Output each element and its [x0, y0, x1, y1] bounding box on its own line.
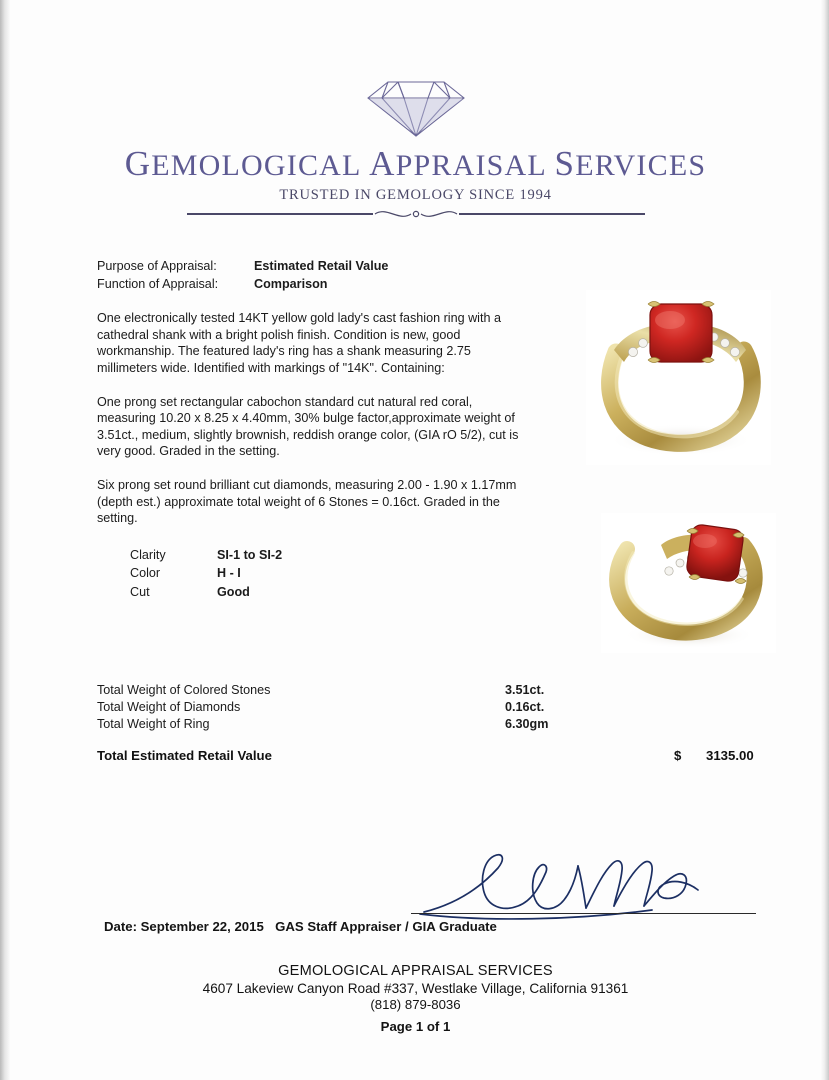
- header-fields: [97, 258, 757, 292]
- total-ring-weight-value: 6.30gm: [505, 717, 549, 731]
- divider-right: [459, 213, 645, 215]
- flourish-icon: [373, 208, 459, 220]
- signature-line: [411, 913, 756, 914]
- footer-page-number: Page 1 of 1: [380, 1019, 451, 1034]
- total-diamonds-label: Total Weight of Diamonds: [97, 700, 241, 714]
- signature-icon: [406, 848, 766, 922]
- color-value: H - I: [217, 566, 241, 581]
- clarity-value: SI-1 to SI-2: [217, 547, 283, 562]
- ring-photo-angled: [586, 290, 771, 465]
- purpose-label: Purpose of Appraisal:: [97, 259, 217, 273]
- total-diamonds-value: 0.16ct.: [505, 700, 545, 714]
- letterhead-divider: [187, 208, 645, 220]
- total-colored-stones-label: Total Weight of Colored Stones: [97, 683, 271, 697]
- cut-value: Good: [217, 584, 250, 599]
- document-footer: [11, 963, 820, 1034]
- footer-phone: (818) 879-8036: [370, 997, 461, 1012]
- company-tagline: TRUSTED IN GEMOLOGY SINCE 1994: [279, 187, 552, 203]
- appraisal-date: Date: September 22, 2015: [104, 919, 264, 934]
- diamond-icon: [360, 78, 472, 140]
- description-paragraph-3: Six prong set round brilliant cut diamonds, measuring 2.00 - 1.90 x 1.17mm (depth est.) approximate total weight of 6 Stones = 0.16ct. Graded in the setting.: [97, 477, 517, 526]
- letterhead: [11, 78, 820, 220]
- color-label: Color: [130, 566, 161, 581]
- total-colored-stones-row: [97, 682, 757, 699]
- total-colored-stones-value: 3.51ct.: [505, 683, 545, 697]
- clarity-label: Clarity: [130, 547, 166, 562]
- grand-total-label: Total Estimated Retail Value: [97, 748, 272, 763]
- footer-company: GEMOLOGICAL APPRAISAL SERVICES: [278, 963, 553, 979]
- description-paragraph-2: One prong set rectangular cabochon standard cut natural red coral, measuring 10.20 x 8.25 x 4.40mm, 30% bulge factor,approximate weight of 3.51ct., medium, slightly brownish, reddish orange color, (GIA rO 5/2), cut is very good. Graded in the setting.: [97, 394, 519, 459]
- grand-total-row: [97, 748, 757, 766]
- ring-photo-side: [601, 513, 776, 653]
- purpose-value: Estimated Retail Value: [254, 259, 389, 273]
- signature-block: [406, 848, 766, 922]
- grand-total-amount: 3135.00: [706, 748, 754, 763]
- signature-caption: GAS Staff Appraiser / GIA Graduate: [275, 919, 497, 934]
- footer-address: 4607 Lakeview Canyon Road #337, Westlake Village, California 91361: [202, 981, 629, 996]
- function-label: Function of Appraisal:: [97, 276, 219, 291]
- function-value: Comparison: [254, 276, 328, 291]
- company-name: GEMOLOGICAL APPRAISAL SERVICES: [124, 144, 707, 183]
- description-paragraph-1: One electronically tested 14KT yellow gold lady's cast fashion ring with a cathedral shank with a bright polish finish. Condition is new, good workmanship. The featured lady's ring has a shank measuring 2.75 millimeters wide. Identified with markings of "14K". Containing:: [97, 311, 501, 375]
- totals-table: [97, 682, 757, 733]
- divider-left: [187, 213, 373, 215]
- cut-label: Cut: [130, 584, 150, 599]
- total-ring-weight-label: Total Weight of Ring: [97, 717, 210, 731]
- document-sheet: [11, 0, 820, 1080]
- total-diamonds-row: [97, 699, 757, 716]
- total-ring-weight-row: [97, 716, 757, 733]
- grand-total-currency: $: [674, 748, 682, 763]
